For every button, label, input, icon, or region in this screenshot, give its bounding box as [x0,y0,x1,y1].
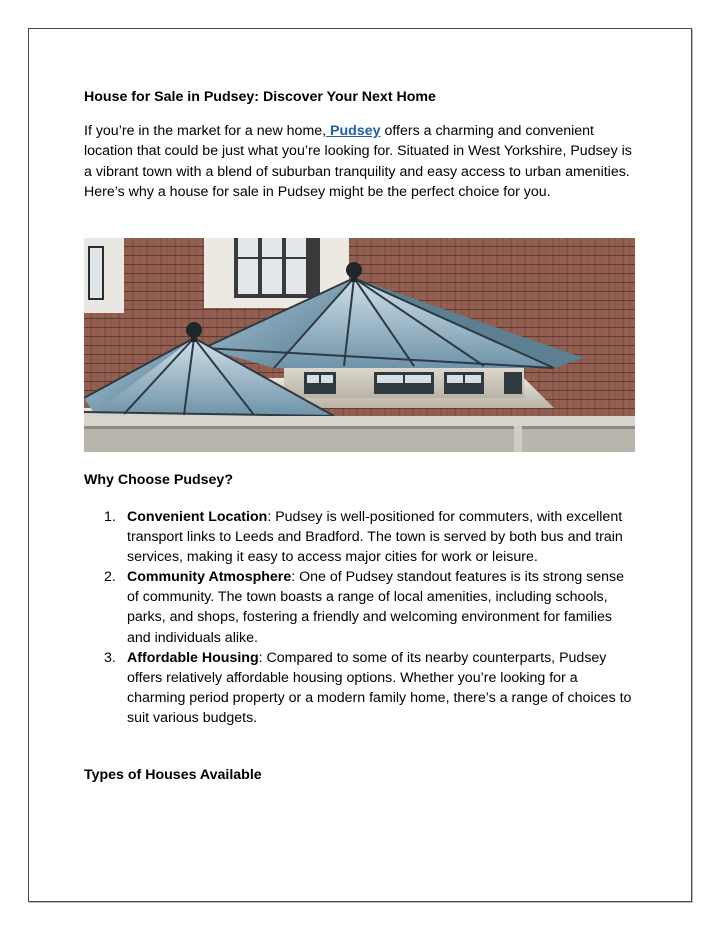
page-title: House for Sale in Pudsey: Discover Your Next Home [84,89,436,105]
intro-text-start: If you’re in the market for a new home, [84,123,327,139]
list-term: Convenient Location [127,509,268,525]
types-of-houses-heading: Types of Houses Available [84,767,262,783]
list-number: 3. [104,649,116,666]
list-item [84,648,636,728]
list-item [84,567,636,647]
reasons-list [84,507,636,728]
list-text: : One of Pudsey standout features is its strong sense of community. The town boasts a range of local amenities, including schools, parks, and shops, fostering a friendly and welcoming environment for families and individuals alike. [127,569,625,646]
intro-text-end: offers a charming and convenient location that could be just what you’re looking for. Situated in West Yorkshire, Pudsey is a vibrant town with a blend of suburban tranquility and easy access to urban amenities. Here’s why a house for sale in Pudsey might be the perfect choice for you. [84,123,632,201]
roof-lantern-photo [84,238,635,452]
why-choose-heading: Why Choose Pudsey? [84,472,233,488]
list-term: Community Atmosphere [127,569,292,586]
intro-paragraph [84,121,636,203]
list-text: : Compared to some of its nearby counterparts, Pudsey offers relatively affordable housing options. Whether you’re looking for a charming period property or a modern family home, there’s a range of choices to suit various budgets. [127,649,632,726]
list-text: : Pudsey is well-positioned for commuters, with excellent transport links to Leeds and Bradford. The town is served by both bus and train services, making it easy to access major cities for work or leisure. [127,509,623,566]
list-term: Affordable Housing [127,649,259,666]
pudsey-link[interactable]: Pudsey [326,123,381,139]
list-item [84,507,636,567]
list-number: 1. [104,509,116,525]
list-number: 2. [104,569,116,586]
